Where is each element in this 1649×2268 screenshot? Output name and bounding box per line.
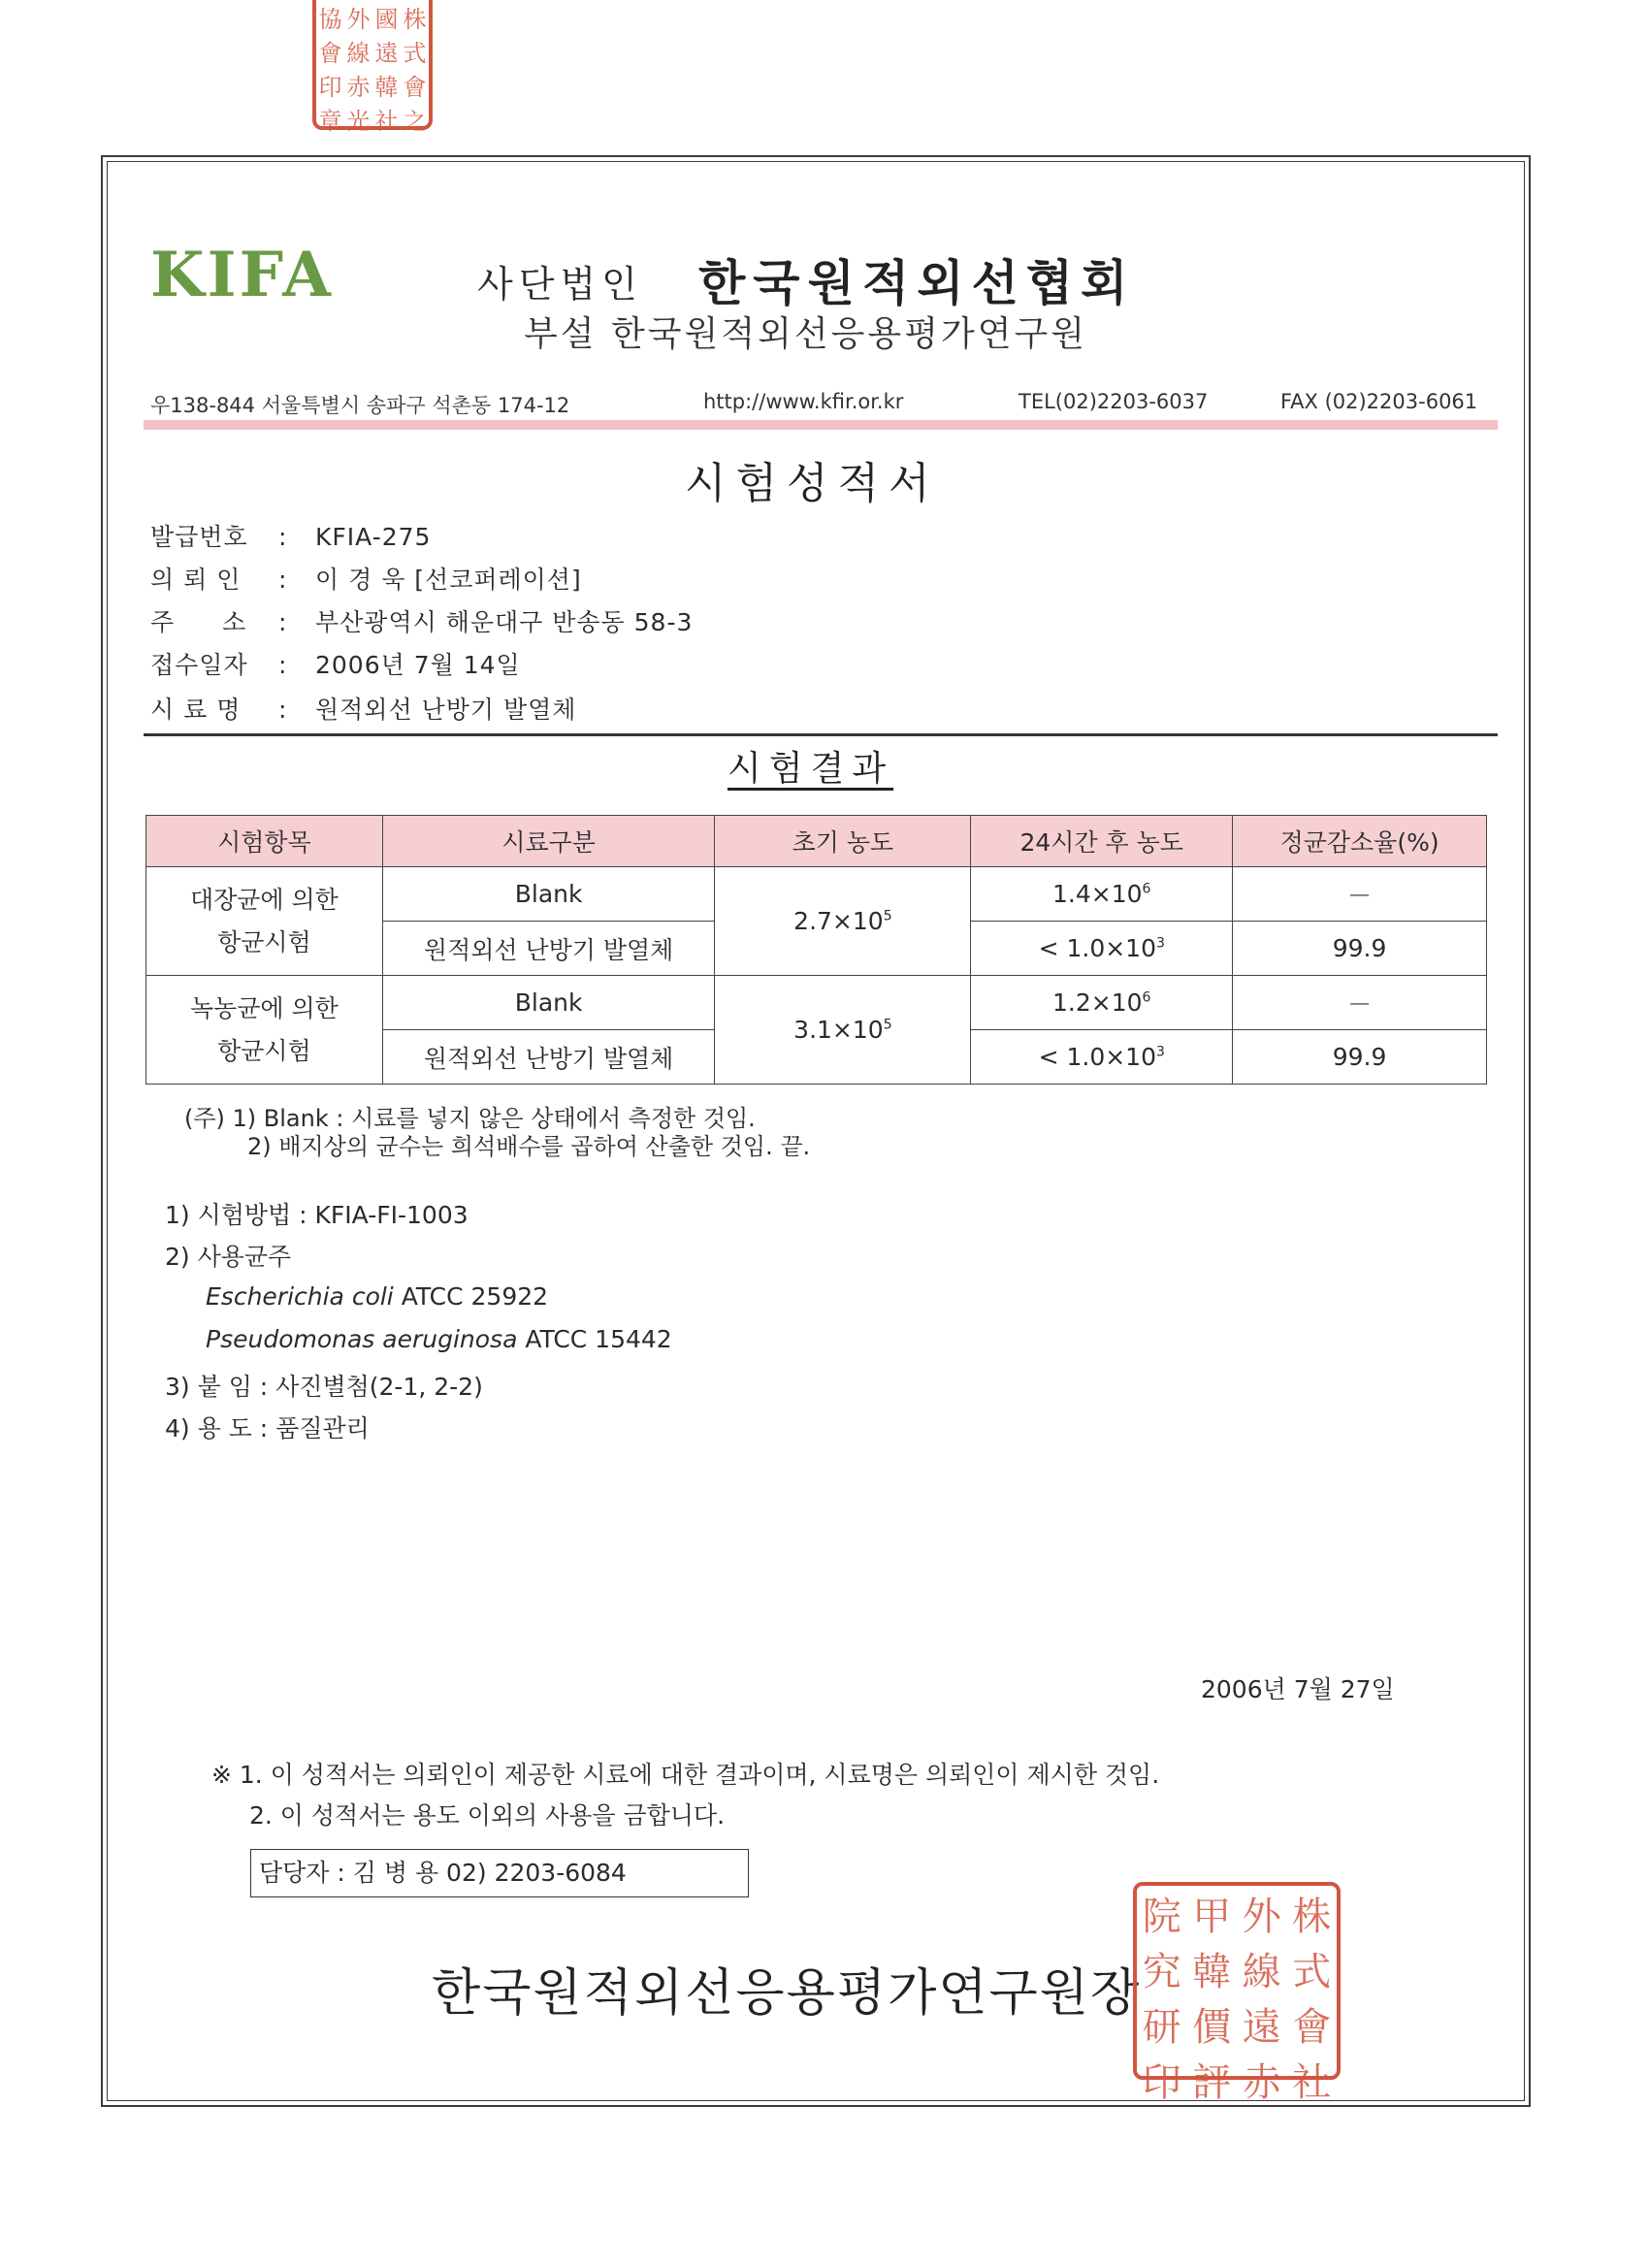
after-24h-base: 1.4×10 (1052, 880, 1143, 908)
reduction-cell: － (1233, 976, 1487, 1030)
info-colon: : (278, 696, 287, 724)
strain-2 (206, 1325, 672, 1353)
sample-cell: Blank (382, 867, 715, 922)
header-sample-type: 시료구분 (382, 816, 715, 867)
org-name: 한국원적외선협회 (698, 255, 1136, 311)
address: 우138-844 서울특별시 송파구 석촌동 174-12 (150, 394, 570, 417)
sample-cell: Blank (382, 976, 715, 1030)
header-divider (144, 420, 1498, 430)
test-item-line2: 항균시험 (217, 927, 311, 956)
strain-2-id: ATCC 15442 (525, 1325, 672, 1353)
after-24h-base: 1.2×10 (1052, 988, 1143, 1017)
org-subtitle: 부설 한국원적외선응용평가연구원 (524, 314, 1088, 354)
reduction-cell: 99.9 (1233, 922, 1487, 976)
strain-2-name: Pseudomonas aeruginosa (206, 1325, 518, 1353)
header-after-24h: 24시간 후 농도 (971, 816, 1233, 867)
strain-1-id: ATCC 25922 (401, 1282, 549, 1311)
test-item-line1: 대장균에 의한 (189, 885, 339, 914)
kifa-logo: KIFA (150, 239, 334, 311)
test-item-line1: 녹농균에 의한 (189, 993, 339, 1022)
results-table (146, 815, 1487, 1085)
table-header-row (146, 816, 1487, 867)
after-24h-cell (971, 922, 1233, 976)
initial-concentration-exponent: 5 (883, 1017, 892, 1033)
person-in-charge-box: 담당자 : 김 병 용 02) 2203-6084 (250, 1849, 749, 1897)
strains-label: 2) 사용균주 (165, 1243, 292, 1271)
test-item-cell (146, 867, 383, 976)
sample-cell: 원적외선 난방기 발열체 (382, 1030, 715, 1085)
initial-concentration-cell (715, 867, 971, 976)
sample-cell: 원적외선 난방기 발열체 (382, 922, 715, 976)
reduction-cell: 99.9 (1233, 1030, 1487, 1085)
info-label: 접수일자 (150, 651, 248, 679)
after-24h-base: 1.0×10 (1066, 1043, 1156, 1071)
document-title: 시험성적서 (685, 459, 940, 508)
info-label: 발급번호 (150, 523, 248, 551)
info-value: 2006년 7월 14일 (315, 651, 521, 679)
disclaimer-2: 2. 이 성적서는 용도 이외의 사용을 금합니다. (249, 1801, 726, 1830)
after-24h-prefix: < (1038, 1043, 1067, 1071)
info-label: 시 료 명 (150, 696, 242, 724)
after-24h-cell (971, 976, 1233, 1030)
after-24h-exponent: 6 (1142, 881, 1151, 897)
test-item-cell (146, 976, 383, 1085)
test-method: 1) 시험방법 : KFIA-FI-1003 (165, 1201, 469, 1229)
tel: TEL(02)2203-6037 (1018, 390, 1209, 413)
info-label: 주 소 (150, 608, 247, 636)
after-24h-exponent: 3 (1156, 935, 1165, 952)
info-value: KFIA-275 (315, 523, 432, 551)
usage: 4) 용 도 : 품질관리 (165, 1414, 370, 1442)
after-24h-exponent: 3 (1156, 1044, 1165, 1060)
header-test-item: 시험항목 (146, 816, 383, 867)
org-prefix: 사단법인 (477, 263, 643, 306)
after-24h-prefix: < (1038, 934, 1067, 962)
after-24h-base: 1.0×10 (1066, 934, 1156, 962)
info-value: 원적외선 난방기 발열체 (315, 696, 577, 724)
initial-concentration-exponent: 5 (883, 908, 892, 924)
strain-1 (206, 1282, 548, 1311)
strain-1-name: Escherichia coli (206, 1282, 394, 1311)
header-reduction-rate: 정균감소율(%) (1233, 816, 1487, 867)
after-24h-cell (971, 1030, 1233, 1085)
disclaimer-1: ※ 1. 이 성적서는 의뢰인이 제공한 시료에 대한 결과이며, 시료명은 의뢰인이 제시한 것임. (211, 1761, 1160, 1789)
after-24h-exponent: 6 (1142, 989, 1151, 1006)
table-note-2: 2) 배지상의 균수는 희석배수를 곱하여 산출한 것임. 끝. (247, 1133, 811, 1160)
results-title: 시험결과 (728, 749, 894, 789)
info-value: 이 경 욱 [선코퍼레이션] (315, 566, 582, 594)
after-24h-cell (971, 867, 1233, 922)
fax: FAX (02)2203-6061 (1280, 390, 1478, 413)
table-row (146, 976, 1487, 1030)
info-colon: : (278, 608, 287, 636)
info-colon: : (278, 566, 287, 594)
test-item-line2: 항균시험 (217, 1036, 311, 1065)
issuer-title: 한국원적외선응용평가연구원장 (432, 1964, 1142, 2023)
table-note-1: (주) 1) Blank : 시료를 넣지 않은 상태에서 측정한 것임. (184, 1105, 756, 1132)
initial-concentration-cell (715, 976, 971, 1085)
top-seal: 協 外 國 株 會 線 遠 式 印 赤 韓 會 章 光 社 之 (312, 0, 433, 130)
bottom-seal: 院 甲 外 株 究 韓 線 式 研 價 遠 會 印 評 赤 社 (1133, 1882, 1341, 2080)
initial-concentration-base: 3.1×10 (793, 1016, 884, 1044)
table-row (146, 867, 1487, 922)
info-divider (144, 733, 1498, 736)
issue-date: 2006년 7월 27일 (1201, 1675, 1395, 1703)
initial-concentration-base: 2.7×10 (793, 907, 884, 935)
info-colon: : (278, 523, 287, 551)
reduction-cell: － (1233, 867, 1487, 922)
info-value: 부산광역시 해운대구 반송동 58-3 (315, 608, 694, 636)
attachment: 3) 붙 임 : 사진별첨(2-1, 2-2) (165, 1373, 483, 1401)
header-initial-concentration: 초기 농도 (715, 816, 971, 867)
info-colon: : (278, 651, 287, 679)
website: http://www.kfir.or.kr (703, 390, 904, 413)
info-label: 의 뢰 인 (150, 566, 242, 594)
